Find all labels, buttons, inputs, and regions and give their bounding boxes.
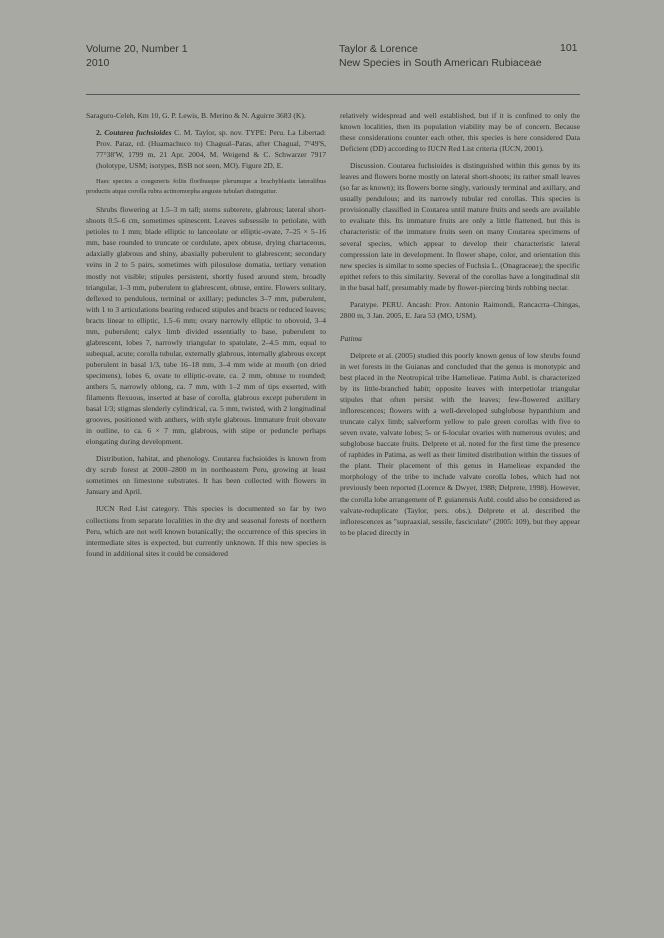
description-paragraph: Shrubs flowering at 1.5–3 m tall; stems subterete, glabrous; lateral short-shoots 0.5–6 cm, sometimes spinescent. Leaves subsessile to petiolate, with petioles to 1 mm; blade elliptic to lanceolate or elliptic-ovate, 7–25 × 5–16 mm, base rounded to truncate or cordulate, apex obtuse, drying chartaceous, adaxially glabrous and shiny, abaxially puberulent to glabrescent; secondary veins in 2 to 5 pairs, sometimes with pilosulose domatia, tertiary venation mostly not visible; stipules persistent, shortly fused around stem, broadly triangular, 1–3 mm, puberulent to glabrescent, obtuse, entire. Flowers solitary, deflexed to pendulous, terminal or axillary; peduncles 3–7 mm, puberulent, with 1 to 3 articulations bearing reduced stipules and bracts or reduced leaves; bracts linear to elliptic, 1.5–6 mm; ovary narrowly elliptic to obovoid, 3–4 mm, puberulent; calyx limb divided essentially to base, puberulent to glabrescent, lobes 7, narrowly triangular to spatulate, 2–4.5 mm, equal to subequal, acute; corolla tubular, externally glabrous, internally glabrous except puberulent in basal 1/3, tube 16–18 mm, 3–4 mm wide at mouth (on dried specimens), lobes 6, ovate to elliptic-ovate, ca. 2 mm, obtuse to rounded; anthers 5, narrowly oblong, ca. 7 mm, with 1–2 mm of tips exserted, with filaments flexuous, inserted at base of corolla, glabrous except puberulent in basal 1/3; stigmas slenderly cylindrical, ca. 5 mm, twisted, with 2 longitudinal grooves, positioned with anthers, with style glabrous. Immature fruit obovate in outline, to ca. 6 × 7 mm, glabrous, with stipe or peduncle perhaps elongating during development.	[86, 205, 326, 447]
left-column	[86, 110, 326, 565]
year-label: 2010	[86, 57, 110, 69]
specimen-citation: Saraguro-Celeh, Km 10, G. P. Lewis, B. Merino & N. Aguirre 3683 (K).	[86, 111, 306, 120]
iucn-paragraph: IUCN Red List category. This species is documented so far by two collections from separate localities in the dry and seasonal forests of northern Peru, which are not well known botanically; the occurrence of this species in intermediate sites is expected, but currently unknown. If this new species is found in additional sites it could be considered	[86, 504, 326, 558]
page-number: 101	[560, 42, 578, 54]
paratype-paragraph: Paratype. PERU. Ancash: Prov. Antonio Raimondi, Rancacrra–Chingas, 2800 m, 3 Jan. 2005, E. Jara 53 (MO, USM).	[340, 299, 580, 320]
patima-paragraph: Delprete et al. (2005) studied this poorly known genus of low shrubs found in wet forests in the Guianas and concluded that the genus is monotypic and best placed in the Neotropical tribe Hamelieae. Patima Aubl. is characterized by its little-branched habit; opposite leaves with interpetiolar triangular stipules that often persist with the leaves; few-flowered axillary inflorescences; flowers with a well-developed subglobose hypanthium and truncate calyx limb; salverform yellow to pale green corollas with five to seven ovate, valvate lobes; 5- or 6-locular ovaries with numerous ovules; and subglobose baccate fruits. Delprete et al. noted for the first time the presence of raphides in Patima, as well as their limited distribution within the tissues of the plant. Their placement of this genus in Hamelieae expanded the morphology of the tribe to include valvate corolla lobes, which had not previously been reported (Lorence & Dwyer, 1988; Delprete, 1998). However, the corolla lobe arrangement of P. guianensis Aubl. could also be considered as valvate-reduplicate (Taylor, pers. obs.). Delprete et al. described the inflorescences as "supraaxial, sessile, fasciculate" (2005: 109), but they appear to be placed directly in	[340, 350, 580, 537]
header-rule	[86, 94, 580, 95]
species-name: Coutarea fuchsioides	[104, 128, 172, 138]
discussion-paragraph: Discussion. Coutarea fuchsioides is distinguished within this genus by its leaves and flowers borne mostly on lateral short-shoots; its rather small leaves (so far as known); its flowers borne singly, variously terminal and axillary, and usually pendulous; and its narrowly tubular red corollas. This species is provisionally classified in Coutarea until mature fruits and seeds are available to evaluate this. Its immature fruits are only a little flattened, but this is characteristic of the immature fruits seen on many Coutarea specimens of several species, which appear to develop their characteristic lateral compression late in development. In flower shape, color, and orientation this new species is similar to some species of Fuchsia L. (Onagraceae); the specific epithet refers to this similarity. Several of the corollas have a longitudinal slit in the basal half, presumably made by flower-piercing birds robbing nectar.	[340, 161, 580, 292]
species-heading	[86, 127, 326, 171]
section-heading: Patima	[340, 333, 362, 343]
authors-label: Taylor & Lorence	[339, 43, 418, 55]
species-number: 2.	[96, 128, 102, 138]
running-header-right	[339, 42, 542, 70]
distribution-paragraph: Distribution, habitat, and phenology. Coutarea fuchsioides is known from dry scrub forest at 2000–2800 m in northeastern Peru, growing at least sometimes on limestone substrates. It has been collected with flowers in January and April.	[86, 454, 326, 497]
article-title: New Species in South American Rubiaceae	[339, 57, 542, 69]
continuation-paragraph: relatively widespread and well established, but if it is confined to only the known localities, then its population viability may be of concern. Because these considerations counter each other, this species is here considered Data Deficient (DD) according to IUCN Red List criteria (IUCN, 2001).	[340, 111, 580, 154]
species-type-citation: C. M. Taylor, sp. nov. TYPE: Peru. La Libertad: Prov. Pataz, rd. (Huamachuco to) Chagual–Patas, after Chagual, 7°49'S, 77°38'W, 1799 m, 21 Apr. 2004, M. Weigend & C. Schwarzer 7917 (holotype, USM; isotypes, BSB not seen, MO). Figure 2D, E.	[96, 128, 327, 171]
volume-label: Volume 20, Number 1	[86, 43, 188, 55]
latin-diagnosis: Haec species a congeneris foliis floribusque plerumque a brachyblastis lateralibus productis atque corolla rubra actinomorpha anguste tubulari distinguitur.	[86, 178, 326, 195]
right-column	[340, 110, 580, 544]
running-header-left	[86, 42, 188, 70]
